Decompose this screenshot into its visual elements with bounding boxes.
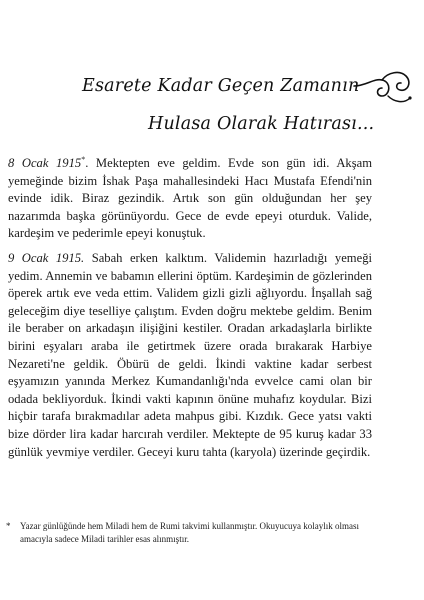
diary-body	[8, 155, 372, 461]
chapter-title-line-1: Esarete Kadar Geçen Zamanın	[82, 76, 360, 96]
footnote-text: Yazar günlüğünde hem Miladi hem de Rumi takvimi kullanmıştır. Okuyucuya kolaylık olması amacıyla sadece Miladi tarihler esas alınmıştır.	[20, 521, 360, 544]
diary-entry: 8 Ocak 1915*. Mektepten eve geldim. Evde son gün idi. Akşam yemeğinde bizim İshak Paşa mahallesindeki Hacı Mustafa Efendi'nin evinde idik. Biraz gezindik. Artık son gün olduğundan her şey nazarımda başka görünüyordu. Gece de evde epeyi oturduk. Valide, kardeşim ve pederimle epeyi konuştuk.	[8, 154, 372, 241]
entry-text: Mektepten eve geldim. Evde son gün idi. Akşam yemeğinde bizim İshak Paşa mahallesindeki Hacı Mustafa Efendi'nin evinde idik. Biraz gezindik. Artık son gün olduğundan her şey nazarımda başka görünüyordu. Gece de evde epeyi oturduk. Valide, kardeşim ve pederimle epeyi konuştuk.	[8, 156, 372, 241]
footnote-reference: *	[81, 154, 86, 164]
entry-date: 9 Ocak 1915.	[8, 250, 85, 265]
footnote	[6, 520, 366, 546]
footnote-marker: *	[6, 521, 11, 531]
chapter-title-line-2: Hulasa Olarak Hatırası...	[148, 114, 375, 134]
diary-entry	[8, 250, 372, 461]
flourish-ornament-icon	[352, 66, 414, 108]
entry-date: 8 Ocak 1915	[8, 156, 82, 170]
entry-text: Sabah erken kalktım. Validemin hazırladığı yemeği yedim. Annemin ve babamın ellerini öptüm. Kardeşimin de gözlerinden öperek artık eve veda ettim. Validem gizli gizli ağlıyordu. İnşallah sağ geleceğim diye teselliye çalıştım. Evden doğru mektebe geldim. Benim ile beraber on arkadaşın ilişiğini kestiler. Oradan arkadaşlarla birlikte birini eşyaları araba ile getirtmek üzere orada bırakarak Harbiye Nezareti'ne geldik. Öbürü de geldi. İkindi vaktine kadar serbest eşyamızın yanında Merkez Kumandanlığı'nda evvelce cami olan bir odada bekliyorduk. İkindi vakti kapının önüne muhafız koydular. Bizi hiçbir tarafa bırakmadılar adeta mahpus gibi. Kızdık. Gece yatsı vakti bize dörder lira kadar harcırah verdiler. Mektepte de 95 kuruş kadar 33 günlük yevmiye verdiler. Geceyi kuru tahta (karyola) üzerinde geçirdik.	[8, 250, 372, 459]
